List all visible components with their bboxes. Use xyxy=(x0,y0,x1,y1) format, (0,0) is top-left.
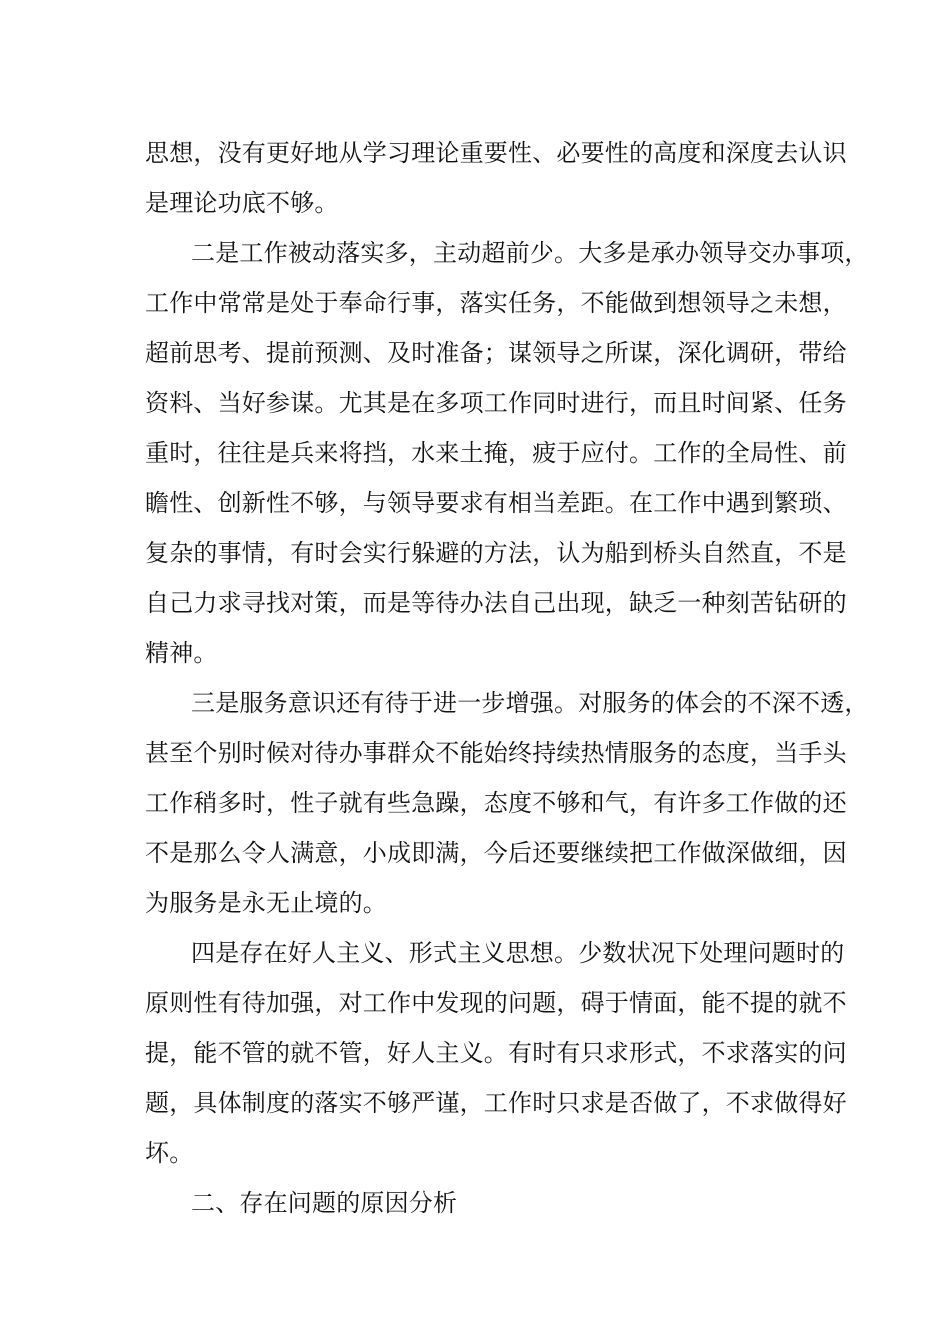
text-line: 甚至个别时候对待办事群众不能始终持续热情服务的态度，当手头 xyxy=(145,739,847,767)
text-line: 超前思考、提前预测、及时准备；谋领导之所谋，深化调研，带给 xyxy=(145,339,847,367)
text-line: 原则性有待加强，对工作中发现的问题，碍于情面，能不提的就不 xyxy=(145,989,847,1017)
text-line: 资料、当好参谋。尤其是在多项工作同时进行，而且时间紧、任务 xyxy=(145,389,847,417)
text-line: 是理论功底不够。 xyxy=(145,189,339,217)
paragraph-first-line: 四是存在好人主义、形式主义思想。少数状况下处理问题时的 xyxy=(191,939,845,967)
text-line: 提，能不管的就不管，好人主义。有时有只求形式，不求落实的问 xyxy=(145,1039,847,1067)
text-line: 自己力求寻找对策，而是等待办法自己出现，缺乏一种刻苦钻研的 xyxy=(145,589,847,617)
text-line: 精神。 xyxy=(145,639,218,667)
text-line: 复杂的事情，有时会实行躲避的方法，认为船到桥头自然直，不是 xyxy=(145,539,847,567)
paragraph-first-line: 二是工作被动落实多，主动超前少。大多是承办领导交办事项， xyxy=(191,239,869,267)
text-line: 坏。 xyxy=(145,1139,194,1167)
section-heading: 二、存在问题的原因分析 xyxy=(191,1189,458,1217)
text-line: 重时，往往是兵来将挡，水来土掩，疲于应付。工作的全局性、前 xyxy=(145,439,847,467)
text-line: 题，具体制度的落实不够严谨，工作时只求是否做了，不求做得好 xyxy=(145,1089,847,1117)
text-line: 工作中常常是处于奉命行事，落实任务，不能做到想领导之未想， xyxy=(145,289,847,317)
text-line: 思想，没有更好地从学习理论重要性、必要性的高度和深度去认识 xyxy=(145,139,847,167)
text-line: 瞻性、创新性不够，与领导要求有相当差距。在工作中遇到繁琐、 xyxy=(145,489,847,517)
text-line: 不是那么令人满意，小成即满，今后还要继续把工作做深做细，因 xyxy=(145,839,847,867)
paragraph-first-line: 三是服务意识还有待于进一步增强。对服务的体会的不深不透， xyxy=(191,689,869,717)
text-line: 为服务是永无止境的。 xyxy=(145,889,387,917)
text-line: 工作稍多时，性子就有些急躁，态度不够和气，有许多工作做的还 xyxy=(145,789,847,817)
